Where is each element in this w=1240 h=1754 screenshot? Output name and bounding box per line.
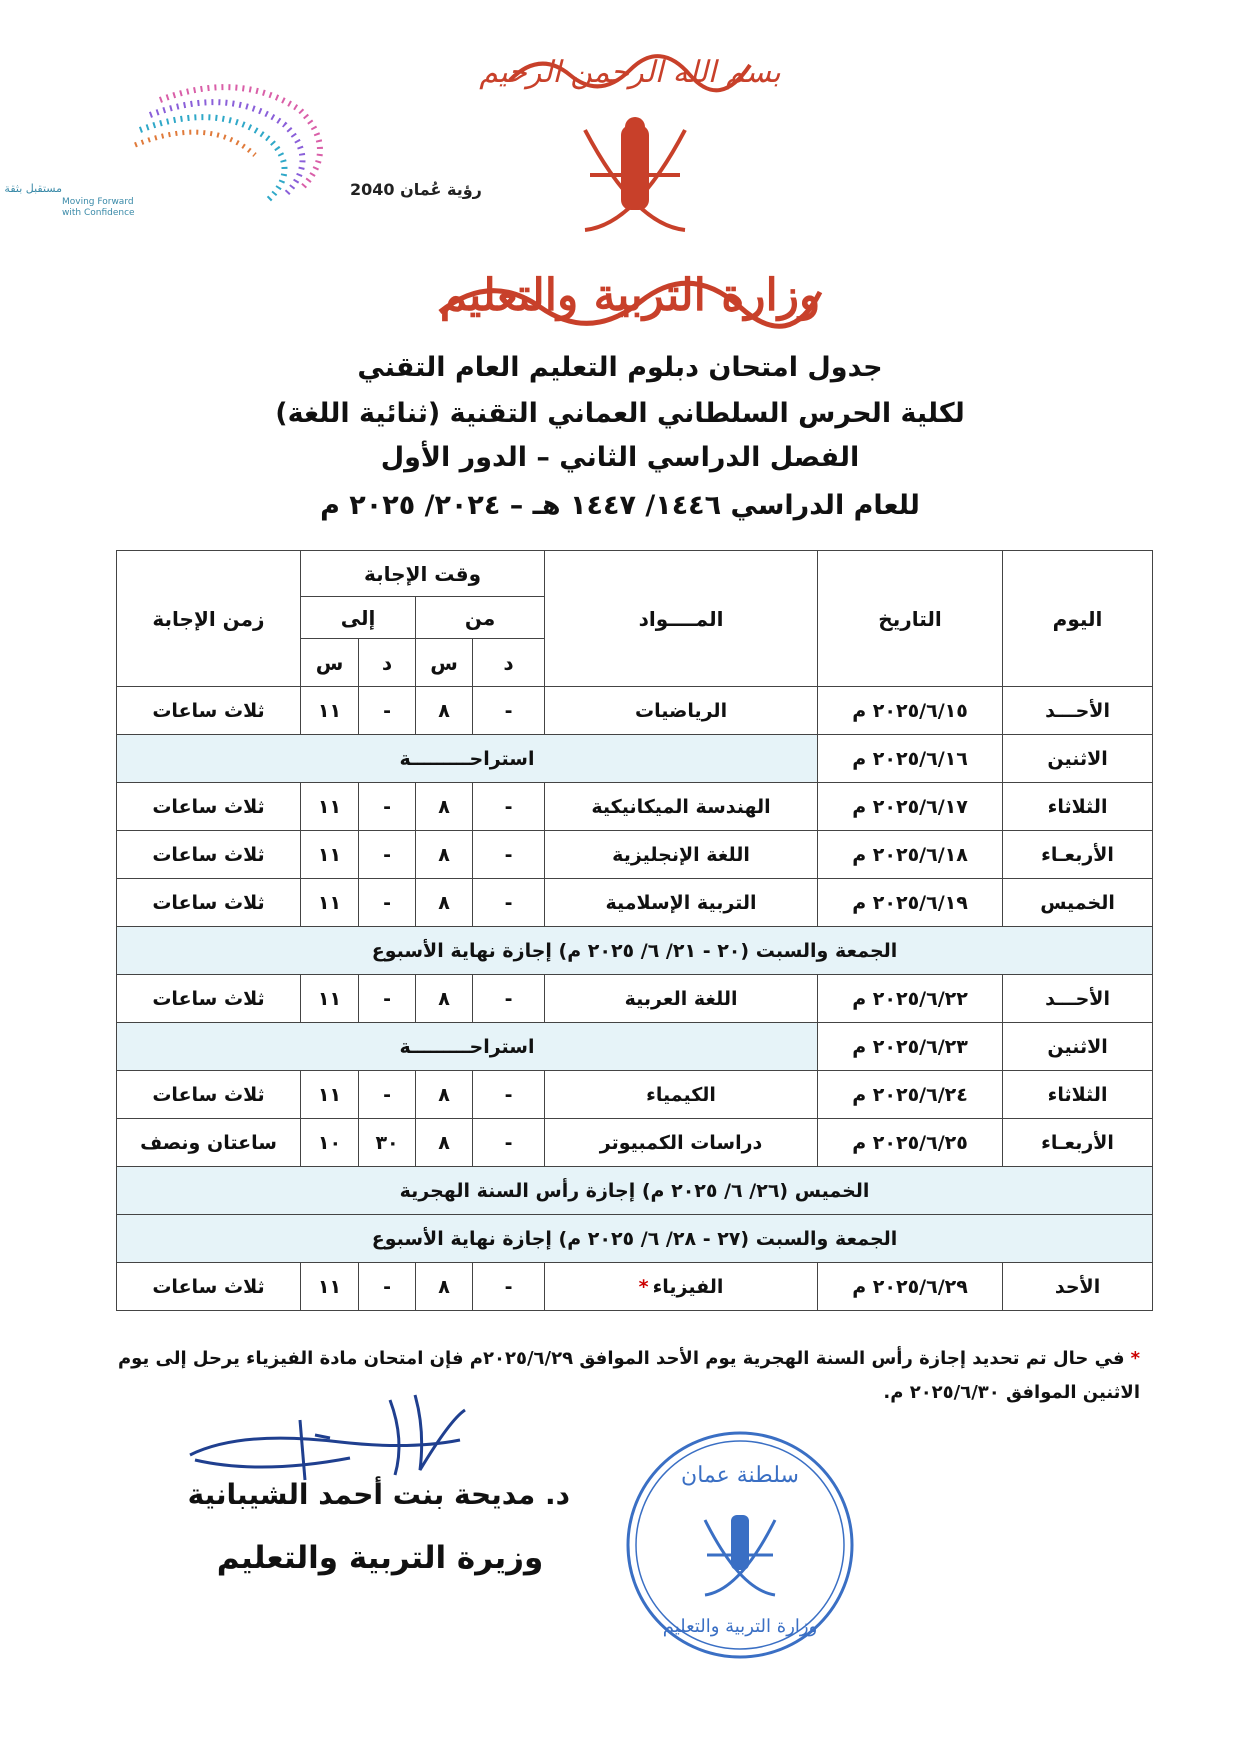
day-cell: الثلاثاء xyxy=(1003,783,1153,831)
from-hour-cell: ٨ xyxy=(416,879,473,927)
to-hour-cell: ١١ xyxy=(301,975,359,1023)
to-minute-cell: ٣٠ xyxy=(359,1119,416,1167)
date-cell: ٢٠٢٥/٦/٢٣ م xyxy=(818,1023,1003,1071)
from-hour-cell: ٨ xyxy=(416,687,473,735)
table-row xyxy=(117,831,1153,879)
schedule-body xyxy=(117,687,1153,1311)
day-cell: الثلاثاء xyxy=(1003,1071,1153,1119)
from-minute-cell: - xyxy=(473,1119,545,1167)
table-row-banner xyxy=(117,1215,1153,1263)
to-minute-cell: - xyxy=(359,1263,416,1311)
from-minute-cell: - xyxy=(473,975,545,1023)
oman-emblem-icon xyxy=(565,105,705,245)
subject-cell xyxy=(545,975,818,1023)
vision-swirl-icon xyxy=(135,87,320,200)
to-hour-cell: ١٠ xyxy=(301,1119,359,1167)
duration-cell: ثلاث ساعات xyxy=(117,687,301,735)
ministry-calligraphy-text: وزارة التربية والتعليم xyxy=(439,270,821,321)
duration-cell: ثلاث ساعات xyxy=(117,783,301,831)
to-hour-cell: ١١ xyxy=(301,1071,359,1119)
basmala-calligraphy xyxy=(479,40,781,100)
header-duration: زمن الإجابة xyxy=(117,551,301,687)
table-row xyxy=(117,687,1153,735)
header-to: إلى xyxy=(301,597,416,639)
table-row xyxy=(117,1119,1153,1167)
duration-cell: ثلاث ساعات xyxy=(117,1263,301,1311)
day-cell: الاثنين xyxy=(1003,735,1153,783)
to-minute-cell: - xyxy=(359,1071,416,1119)
header-date: التاريخ xyxy=(818,551,1003,687)
from-hour-cell: ٨ xyxy=(416,831,473,879)
from-hour-cell: ٨ xyxy=(416,1119,473,1167)
from-hour-cell: ٨ xyxy=(416,1263,473,1311)
subject-name: التربية الإسلامية xyxy=(605,891,757,914)
footnote-text: في حال تم تحديد إجازة رأس السنة الهجرية يوم الأحد الموافق ٢٠٢٥/٦/٢٩م فإن امتحان مادة الفيزياء يرحل إلى يوم الاثنين الموافق ٢٠٢٥/٦/٣٠ م. xyxy=(117,1348,1140,1403)
table-row-rest xyxy=(117,735,1153,783)
title-line-3: الفصل الدراسي الثاني – الدور الأول xyxy=(380,442,860,473)
from-minute-cell: - xyxy=(473,783,545,831)
from-hour-cell: ٨ xyxy=(416,783,473,831)
duration-cell: ثلاث ساعات xyxy=(117,879,301,927)
subject-name: الهندسة الميكانيكية xyxy=(591,795,771,818)
table-row xyxy=(117,783,1153,831)
header-to-hour: س xyxy=(301,639,359,687)
date-cell: ٢٠٢٥/٦/٢٤ م xyxy=(818,1071,1003,1119)
day-cell: الخميس xyxy=(1003,879,1153,927)
holiday-banner-cell: الجمعة والسبت (٢٠ - ٢١/ ٦/ ٢٠٢٥ م) إجازة نهاية الأسبوع xyxy=(117,927,1153,975)
date-cell: ٢٠٢٥/٦/٢٥ م xyxy=(818,1119,1003,1167)
to-hour-cell: ١١ xyxy=(301,687,359,735)
seal-top-text: سلطنة عمان xyxy=(681,1463,799,1488)
vision-slogan-ar: مستقبل بثقة xyxy=(4,182,62,195)
handwritten-signature xyxy=(180,1380,480,1490)
from-hour-cell: ٨ xyxy=(416,975,473,1023)
basmala-text: بسم الله الرحمن الرحيم xyxy=(479,55,781,90)
duration-cell: ثلاث ساعات xyxy=(117,1071,301,1119)
from-minute-cell: - xyxy=(473,1071,545,1119)
date-cell: ٢٠٢٥/٦/١٦ م xyxy=(818,735,1003,783)
to-hour-cell: ١١ xyxy=(301,831,359,879)
subject-name: دراسات الكمبيوتر xyxy=(599,1131,763,1154)
from-minute-cell: - xyxy=(473,687,545,735)
subject-cell xyxy=(545,783,818,831)
header-answer-time: وقت الإجابة xyxy=(301,551,545,597)
date-cell: ٢٠٢٥/٦/١٥ م xyxy=(818,687,1003,735)
table-row-rest xyxy=(117,1023,1153,1071)
day-cell: الأحـــد xyxy=(1003,975,1153,1023)
subject-name: الفيزياء xyxy=(652,1275,724,1298)
date-cell: ٢٠٢٥/٦/١٨ م xyxy=(818,831,1003,879)
to-minute-cell: - xyxy=(359,975,416,1023)
ministry-calligraphy xyxy=(430,252,830,332)
subject-cell xyxy=(545,1263,818,1311)
title-line-1: جدول امتحان دبلوم التعليم العام التقني xyxy=(357,352,883,383)
subject-cell xyxy=(545,687,818,735)
subject-name: الكيمياء xyxy=(646,1083,716,1106)
exam-schedule-table xyxy=(116,550,1153,1311)
duration-cell: ساعتان ونصف xyxy=(117,1119,301,1167)
signer-organization: وزيرة التربية والتعليم xyxy=(216,1540,544,1576)
seal-bottom-text: وزارة التربية والتعليم xyxy=(662,1616,818,1637)
day-cell: الأحـــد xyxy=(1003,687,1153,735)
from-hour-cell: ٨ xyxy=(416,1071,473,1119)
vision-arabic-title: رؤية عُمان 2040 xyxy=(350,180,482,199)
holiday-banner-cell: الخميس (٢٦/ ٦/ ٢٠٢٥ م) إجازة رأس السنة الهجرية xyxy=(117,1167,1153,1215)
table-row xyxy=(117,1071,1153,1119)
header-from-hour: س xyxy=(416,639,473,687)
subject-cell xyxy=(545,831,818,879)
subject-name: الرياضيات xyxy=(635,699,728,722)
day-cell: الأربعـاء xyxy=(1003,1119,1153,1167)
to-minute-cell: - xyxy=(359,879,416,927)
vision-slogan-en-1: Moving Forward xyxy=(62,197,134,207)
date-cell: ٢٠٢٥/٦/٢٢ م xyxy=(818,975,1003,1023)
date-cell: ٢٠٢٥/٦/١٩ م xyxy=(818,879,1003,927)
to-minute-cell: - xyxy=(359,831,416,879)
header-from: من xyxy=(416,597,545,639)
header-to-minute: د xyxy=(359,639,416,687)
table-row xyxy=(117,975,1153,1023)
from-minute-cell: - xyxy=(473,879,545,927)
title-line-4: للعام الدراسي ١٤٤٦/ ١٤٤٧ هـ – ٢٠٢٤/ ٢٠٢٥ م xyxy=(320,490,920,521)
table-row xyxy=(117,1263,1153,1311)
subject-cell xyxy=(545,1119,818,1167)
to-minute-cell: - xyxy=(359,687,416,735)
title-line-2: لكلية الحرس السلطاني العماني التقنية (ثنائية اللغة) xyxy=(275,398,965,429)
subject-name: اللغة الإنجليزية xyxy=(612,843,750,866)
table-row-banner xyxy=(117,927,1153,975)
duration-cell: ثلاث ساعات xyxy=(117,831,301,879)
rest-cell: استراحـــــــــة xyxy=(117,735,818,783)
to-minute-cell: - xyxy=(359,783,416,831)
from-minute-cell: - xyxy=(473,1263,545,1311)
holiday-banner-cell: الجمعة والسبت (٢٧ - ٢٨/ ٦/ ٢٠٢٥ م) إجازة نهاية الأسبوع xyxy=(117,1215,1153,1263)
vision-slogan-en-2: with Confidence xyxy=(62,208,135,218)
header-from-minute: د xyxy=(473,639,545,687)
subject-cell xyxy=(545,879,818,927)
official-seal-icon xyxy=(615,1420,865,1670)
day-cell: الأربعـاء xyxy=(1003,831,1153,879)
date-cell: ٢٠٢٥/٦/٢٩ م xyxy=(818,1263,1003,1311)
oman-vision-2040-logo xyxy=(4,70,482,230)
day-cell: الاثنين xyxy=(1003,1023,1153,1071)
day-cell: الأحد xyxy=(1003,1263,1153,1311)
date-cell: ٢٠٢٥/٦/١٧ م xyxy=(818,783,1003,831)
from-minute-cell: - xyxy=(473,831,545,879)
to-hour-cell: ١١ xyxy=(301,1263,359,1311)
header-day: اليوم xyxy=(1003,551,1153,687)
subject-footnote-mark: * xyxy=(638,1275,649,1298)
footnote-star: * xyxy=(1130,1348,1140,1369)
signer-name: د. مديحة بنت أحمد الشيبانية xyxy=(187,1478,570,1511)
rest-cell: استراحـــــــــة xyxy=(117,1023,818,1071)
header-subject: المــــواد xyxy=(545,551,818,687)
to-hour-cell: ١١ xyxy=(301,879,359,927)
duration-cell: ثلاث ساعات xyxy=(117,975,301,1023)
table-row-banner xyxy=(117,1167,1153,1215)
to-hour-cell: ١١ xyxy=(301,783,359,831)
subject-name: اللغة العربية xyxy=(624,987,738,1010)
table-row xyxy=(117,879,1153,927)
subject-cell xyxy=(545,1071,818,1119)
